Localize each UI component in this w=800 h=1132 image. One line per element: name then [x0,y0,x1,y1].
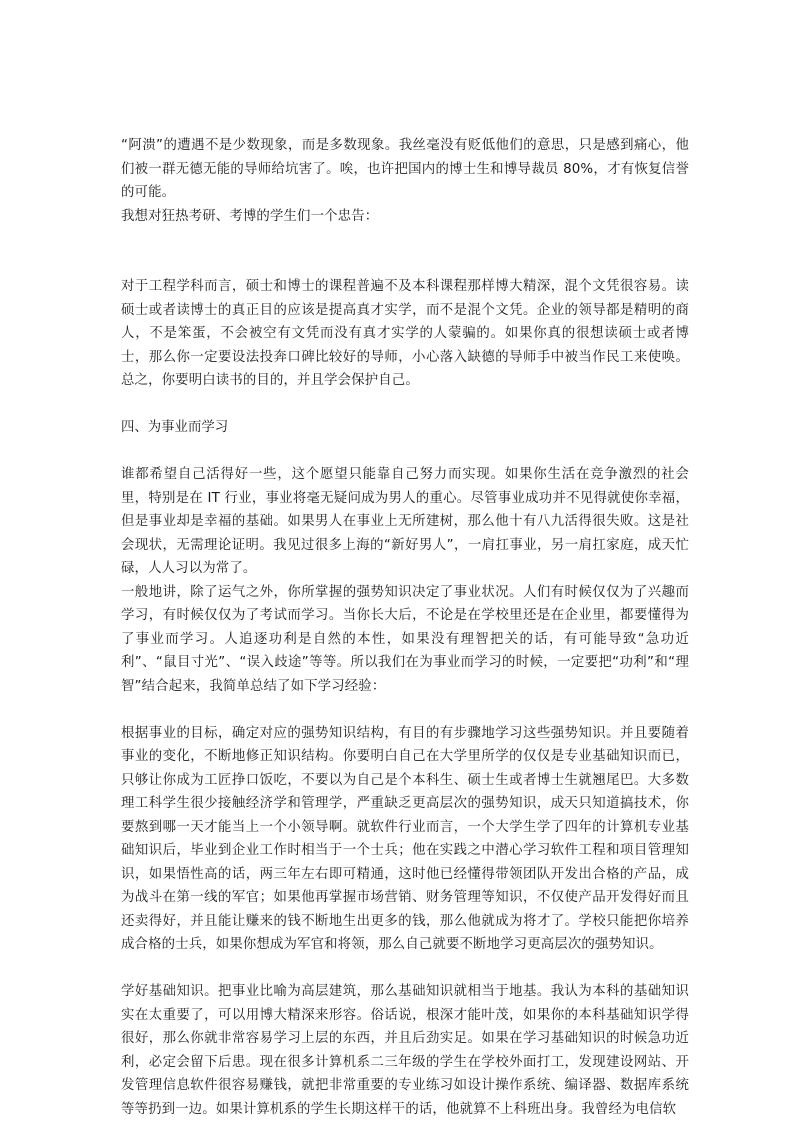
paragraph: 对于工程学科而言，硕士和博士的课程普遍不及本科课程那样博大精深，混个文凭很容易。读硕士或者读博士的真正目的应该是提高真才实学，而不是混个文凭。企业的领导都是精明的商人，不是笨蛋，不会被空有文凭而没有真才实学的人蒙骗的。如果你真的很想读硕士或者博士，那么你一定要设法投奔口碑比较好的导师，小心落入缺德的导师手中被当作民工来使唤。总之，你要明白读书的目的，并且学会保护自己。 [121,279,689,388]
paragraph-spacer [121,957,689,981]
paragraph-spacer [121,393,689,417]
section-heading: 四、为事业而学习 [121,420,229,435]
paragraph: “阿溃”的遭遇不是少数现象，而是多数现象。我丝毫没有贬低他们的意思，只是感到痛心，他们被一群无德无能的导师给坑害了。唉，也许把国内的博士生和博导裁员 80%，才有恢复信誉的可能。 [121,138,689,200]
paragraph-spacer [121,228,689,275]
paragraph: 一般地讲，除了运气之外，你所掌握的强势知识决定了事业状况。人们有时候仅仅为了兴趣而学习，有时候仅仅为了考试而学习。当你长大后，不论是在学校里还是在企业里，都要懂得为了事业而学习。人追逐功利是自然的本性，如果没有理智把关的话，有可能导致“急功近利”、“鼠目寸光”、“误入歧途”等等。所以我们在为事业而学习的时候，一定要把“功利”和“理智”结合起来，我简单总结了如下学习经验： [121,584,689,694]
document-body [121,134,689,1121]
paragraph: 根据事业的目标，确定对应的强势知识结构，有目的有步骤地学习这些强势知识。并且要随着事业的变化，不断地修正知识结构。你要明白自己在大学里所学的仅仅是专业基础知识而已，只够让你成为工匠挣口饭吃，不要以为自己是个本科生、硕士生或者博士生就翘尾巴。大多数理工科学生很少接触经济学和管理学，严重缺乏更高层次的强势知识，成天只知道搞技术，你要熬到哪一天才能当上一个小领导啊。就软件行业而言，一个大学生学了四年的计算机专业基础知识后，毕业到企业工作时相当于一个士兵；他在实践之中潜心学习软件工程和项目管理知识，如果悟性高的话，两三年左右即可精通，这时他已经懂得带领团队开发出合格的产品，成为战斗在第一线的军官；如果他再掌握市场营销、财务管理等知识，不仅使产品开发得好而且还卖得好，并且能让赚来的钱不断地生出更多的钱，那么他就成为将才了。学校只能把你培养成合格的士兵，如果你想成为军官和将领，那么自己就要不断地学习更高层次的强势知识。 [121,725,689,952]
paragraph-spacer [121,698,689,722]
paragraph: 谁都希望自己活得好一些，这个愿望只能靠自己努力而实现。如果你生活在竞争激烈的社会里，特别是在 IT 行业，事业将毫无疑问成为男人的重心。尽管事业成功并不见得就使你幸福，但是事业却是幸福的基础。如果男人在事业上无所建树，那么他十有八九活得很失败。这是社会现状，无需理论证明。我见过很多上海的“新好男人”，一肩扛事业，另一肩扛家庭，成天忙碌，人人习以为常了。 [121,467,689,576]
paragraph: 学好基础知识。把事业比喻为高层建筑，那么基础知识就相当于地基。我认为本科的基础知识实在太重要了，可以用博大精深来形容。俗话说，根深才能叶茂，如果你的本科基础知识学得很好，那么你就非常容易学习上层的东西，并且后劲实足。如果在学习基础知识的时候急功近利，必定会留下后患。现在很多计算机系二三年级的学生在学校外面打工，发现建设网站、开发管理信息软件很容易赚钱，就把非常重要的专业练习如设计操作系统、编译器、数据库系统等等扔到一边。如果计算机系的学生长期这样干的话，他就算不上科班出身。我曾经为电信软 [121,984,689,1117]
paragraph: 我想对狂热考研、考博的学生们一个忠告： [121,208,379,224]
paragraph-spacer [121,440,689,464]
